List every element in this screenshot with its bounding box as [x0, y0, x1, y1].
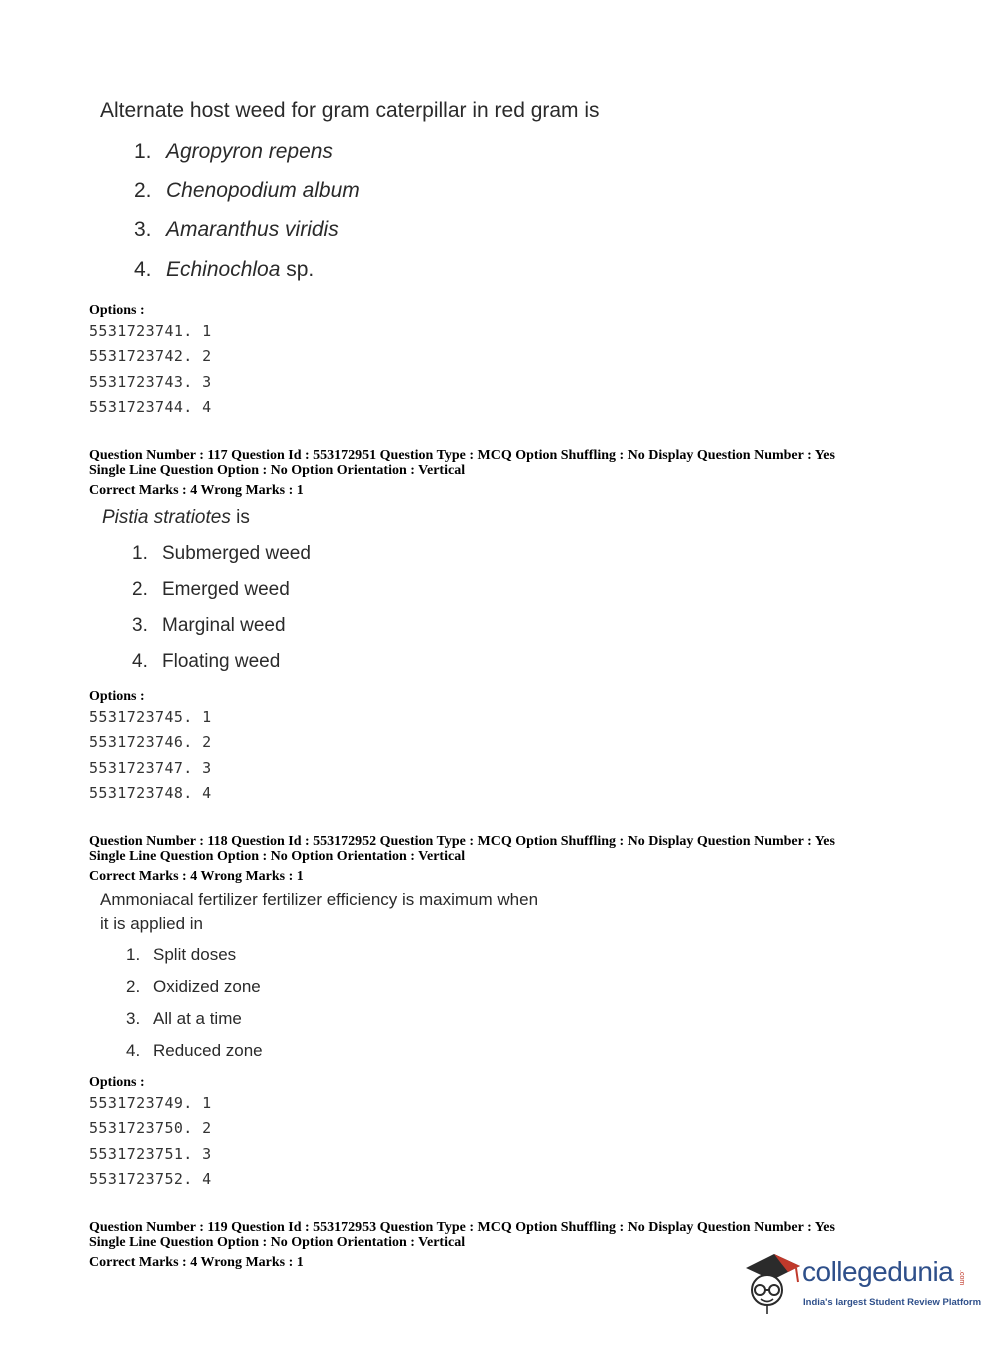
choice-text-plain: sp. [280, 258, 315, 281]
q118-option-3: 5531723751. 3 [89, 1145, 212, 1163]
q117-choice-3 [132, 615, 286, 637]
choice-text: Oxidized zone [153, 977, 261, 996]
q116-option-4: 5531723744. 4 [89, 398, 212, 416]
choice-text-italic: Echinochloa [166, 258, 281, 281]
choice-text: Chenopodium album [166, 179, 360, 202]
q116-options-label: Options : [89, 303, 145, 318]
choice-text: Reduced zone [153, 1041, 263, 1060]
q118-choice-1 [126, 945, 236, 965]
choice-number: 2. [134, 179, 152, 202]
q117-option-4: 5531723748. 4 [89, 784, 212, 802]
choice-number: 4. [126, 1041, 141, 1060]
q117-stem [102, 507, 250, 529]
q118-choice-4 [126, 1041, 263, 1061]
choice-number: 4. [132, 651, 148, 672]
choice-number: 1. [132, 543, 148, 564]
q119-meta-line-3: Correct Marks : 4 Wrong Marks : 1 [89, 1255, 304, 1270]
choice-text: Emerged weed [162, 579, 290, 600]
choice-number: 2. [126, 977, 141, 996]
q118-stem-line-1: Ammoniacal fertilizer fertilizer efficiency is maximum when [100, 890, 539, 909]
q117-option-1: 5531723745. 1 [89, 708, 212, 726]
q116-option-2: 5531723742. 2 [89, 347, 212, 365]
q118-meta-line-2: Single Line Question Option : No Option Orientation : Vertical [89, 849, 466, 864]
q116-stem: Alternate host weed for gram caterpillar in red gram is [100, 99, 600, 122]
stem-plain: is [230, 507, 250, 528]
q117-meta-line-3: Correct Marks : 4 Wrong Marks : 1 [89, 483, 304, 498]
choice-text: Amaranthus viridis [166, 218, 339, 241]
choice-text: Marginal weed [162, 615, 286, 636]
logo-tagline: India's largest Student Review Platform [803, 1297, 982, 1308]
choice-number: 3. [126, 1009, 141, 1028]
q119-meta-line-2: Single Line Question Option : No Option Orientation : Vertical [89, 1235, 466, 1250]
q117-choice-4 [132, 651, 280, 673]
choice-number: 1. [134, 140, 152, 163]
logo-domain: .com [958, 1270, 965, 1286]
choice-text: Floating weed [162, 651, 281, 672]
q118-meta-line-3: Correct Marks : 4 Wrong Marks : 1 [89, 869, 304, 884]
q118-option-2: 5531723750. 2 [89, 1119, 212, 1137]
choice-text: Split doses [153, 945, 237, 964]
mascot-icon [740, 1250, 802, 1318]
q116-choice-2 [134, 179, 360, 203]
q117-choice-2 [132, 579, 290, 601]
q117-choice-1 [132, 543, 311, 565]
stem-italic: Pistia stratiotes [102, 507, 231, 528]
choice-text: Agropyron repens [166, 140, 333, 163]
q119-meta-line-1: Question Number : 119 Question Id : 553172953 Question Type : MCQ Option Shuffling : No Display Question Number : Yes [89, 1220, 835, 1235]
collegedunia-logo [740, 1250, 982, 1320]
q116-option-3: 5531723743. 3 [89, 373, 212, 391]
q117-options-label: Options : [89, 689, 145, 704]
q117-meta-line-1: Question Number : 117 Question Id : 553172951 Question Type : MCQ Option Shuffling : No Display Question Number : Yes [89, 448, 835, 463]
choice-text: Submerged weed [162, 543, 311, 564]
q118-meta-line-1: Question Number : 118 Question Id : 553172952 Question Type : MCQ Option Shuffling : No Display Question Number : Yes [89, 834, 835, 849]
choice-number: 1. [126, 945, 141, 964]
q116-option-1: 5531723741. 1 [89, 322, 212, 340]
choice-text: All at a time [153, 1009, 242, 1028]
q118-option-4: 5531723752. 4 [89, 1170, 212, 1188]
q117-option-3: 5531723747. 3 [89, 759, 212, 777]
q117-meta-line-2: Single Line Question Option : No Option Orientation : Vertical [89, 463, 466, 478]
choice-number: 3. [134, 218, 152, 241]
q116-choice-4 [134, 258, 314, 282]
q118-options-label: Options : [89, 1075, 145, 1090]
q118-choice-2 [126, 977, 261, 997]
q118-choice-3 [126, 1009, 242, 1029]
logo-wordmark: collegedunia [802, 1256, 954, 1287]
q118-stem-line-2: it is applied in [100, 914, 204, 933]
q116-choice-1 [134, 140, 333, 164]
q118-option-1: 5531723749. 1 [89, 1094, 212, 1112]
q117-option-2: 5531723746. 2 [89, 733, 212, 751]
q116-choice-3 [134, 218, 339, 242]
choice-number: 4. [134, 258, 152, 281]
choice-number: 2. [132, 579, 148, 600]
choice-number: 3. [132, 615, 148, 636]
